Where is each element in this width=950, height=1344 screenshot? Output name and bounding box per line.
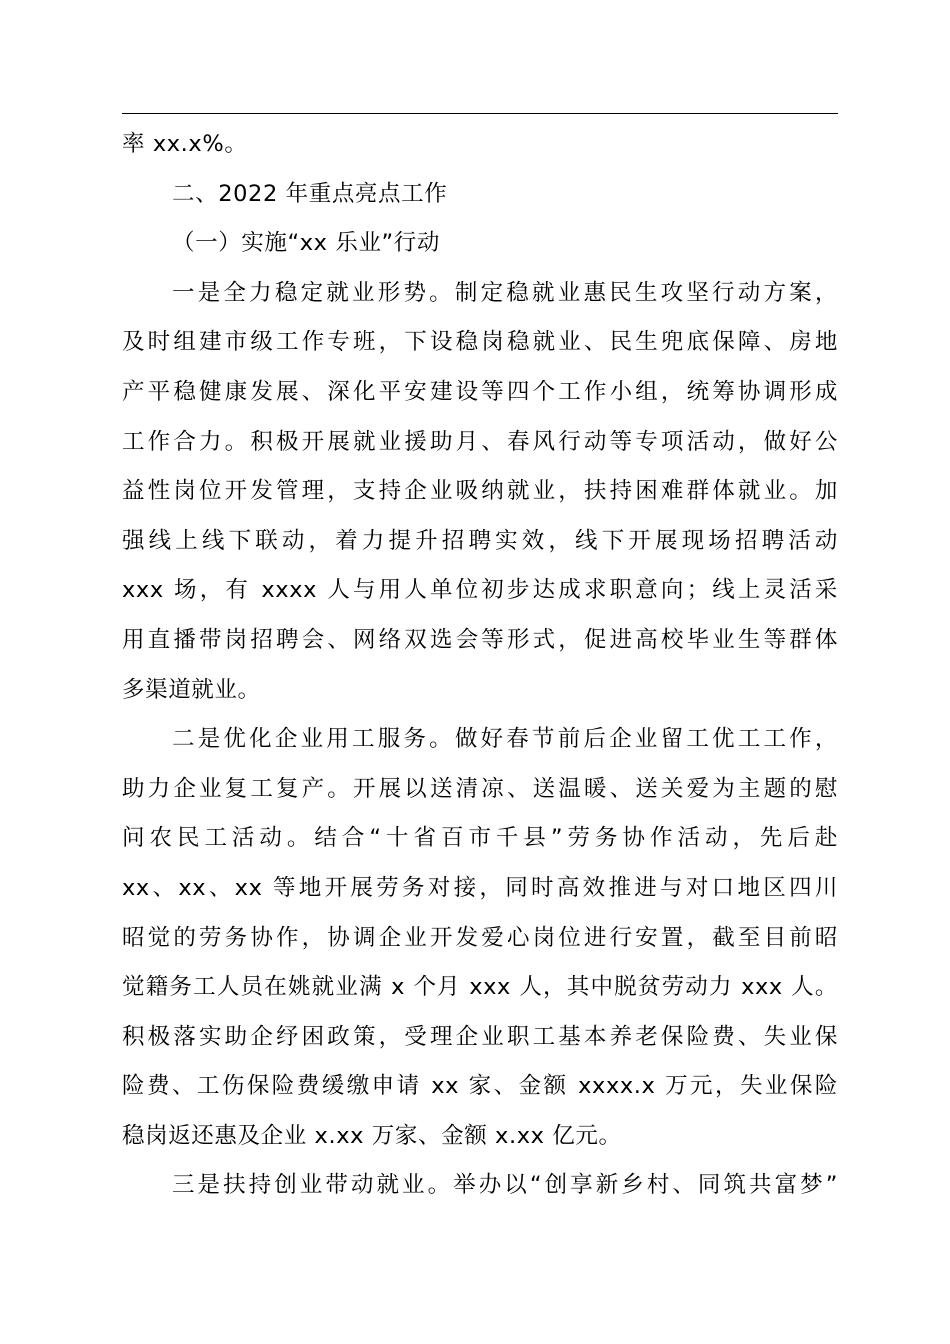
document-body [122, 120, 838, 1211]
text-line: 觉籍务工人员在姚就业满 x 个月 xxx 人，其中脱贫劳动力 xxx 人。 [122, 974, 838, 1001]
subsection-heading: （一）实施“xx 乐业”行动 [172, 230, 440, 257]
text-line: 工作合力。积极开展就业援助月、春风行动等专项活动，做好公 [122, 428, 838, 455]
text-line: 一是全力稳定就业形势。制定稳就业惠民生攻坚行动方案， [172, 279, 838, 306]
text-line: 强线上线下联动，着力提升招聘实效，线下开展现场招聘活动 [122, 527, 838, 554]
text-line: 率 xx.x%。 [122, 131, 248, 157]
text-line: 助力企业复工复产。开展以送清凉、送温暖、送关爱为主题的慰 [122, 775, 838, 802]
text-line: 产平稳健康发展、深化平安建设等四个工作小组，统筹协调形成 [122, 378, 838, 405]
text-line: 问农民工活动。结合“十省百市千县”劳务协作活动，先后赴 [122, 825, 838, 852]
text-line: 积极落实助企纾困政策，受理企业职工基本养老保险费、失业保 [122, 1023, 838, 1050]
text-line: 及时组建市级工作专班，下设稳岗稳就业、民生兜底保障、房地 [122, 329, 838, 356]
header-rule [122, 113, 838, 114]
text-line: 用直播带岗招聘会、网络双选会等形式，促进高校毕业生等群体 [122, 626, 838, 653]
text-line: 益性岗位开发管理，支持企业吸纳就业，扶持困难群体就业。加 [122, 478, 838, 505]
text-line: 昭觉的劳务协作，协调企业开发爱心岗位进行安置，截至目前昭 [122, 924, 838, 951]
text-line: 稳岗返还惠及企业 x.xx 万家、金额 x.xx 亿元。 [122, 1122, 622, 1149]
text-line: 多渠道就业。 [122, 676, 261, 703]
text-line: xx、xx、xx 等地开展劳务对接，同时高效推进与对口地区四川 [122, 874, 838, 901]
text-line: 险费、工伤保险费缓缴申请 xx 家、金额 xxxx.x 万元，失业保险 [122, 1073, 838, 1100]
section-heading: 二、2022 年重点亮点工作 [172, 180, 448, 207]
text-line: xxx 场，有 xxxx 人与用人单位初步达成求职意向；线上灵活采 [122, 577, 838, 604]
text-line: 三是扶持创业带动就业。举办以“创享新乡村、同筑共富梦” [172, 1172, 838, 1199]
text-line: 二是优化企业用工服务。做好春节前后企业留工优工工作， [172, 726, 838, 753]
